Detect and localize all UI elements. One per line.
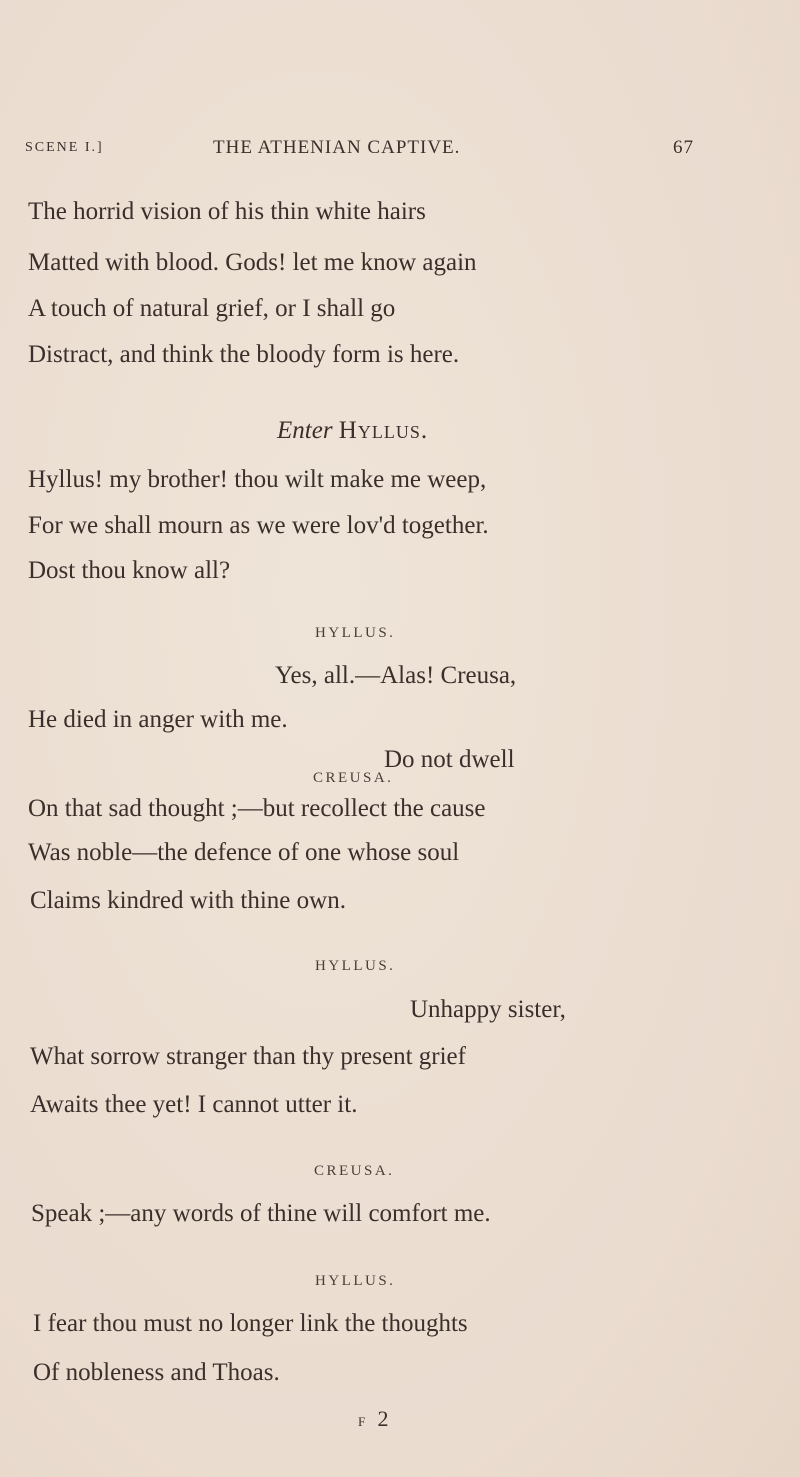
verse-line: Unhappy sister, <box>410 996 566 1023</box>
verse-line: Distract, and think the bloody form is here. <box>28 341 460 368</box>
verse-line: Was noble—the defence of one whose soul <box>28 839 460 866</box>
signature-mark <box>358 1404 388 1434</box>
signature-letter: F <box>358 1414 366 1429</box>
running-head-scene: SCENE I.] <box>25 140 104 155</box>
stage-direction-name: Hyllus. <box>338 417 429 444</box>
verse-line: Hyllus! my brother! thou wilt make me weep, <box>28 466 487 493</box>
verse-line: A touch of natural grief, or I shall go <box>28 295 396 322</box>
speaker-name: HYLLUS. <box>315 1273 396 1289</box>
verse-line: What sorrow stranger than thy present grief <box>30 1043 466 1070</box>
verse-line: On that sad thought ;—but recollect the cause <box>28 795 486 822</box>
verse-line: Claims kindred with thine own. <box>30 887 346 914</box>
page-number: 67 <box>673 137 694 158</box>
verse-line: Do not dwell <box>384 746 515 773</box>
stage-direction-verb: Enter <box>277 417 333 444</box>
verse-line: He died in anger with me. <box>28 706 288 733</box>
speaker-name: CREUSA. <box>314 1163 395 1179</box>
speaker-name: HYLLUS. <box>315 958 396 974</box>
verse-line: Yes, all.—Alas! Creusa, <box>275 662 517 689</box>
signature-number: 2 <box>377 1406 389 1431</box>
verse-line: For we shall mourn as we were lov'd together. <box>28 512 489 539</box>
stage-direction <box>277 416 428 446</box>
verse-line: Of nobleness and Thoas. <box>33 1359 280 1386</box>
verse-line: Awaits thee yet! I cannot utter it. <box>30 1091 358 1118</box>
speaker-name: HYLLUS. <box>315 625 396 641</box>
verse-line: Speak ;—any words of thine will comfort me. <box>31 1200 491 1227</box>
verse-line: The horrid vision of his thin white hairs <box>28 198 426 225</box>
running-head-title: THE ATHENIAN CAPTIVE. <box>213 137 461 158</box>
speaker-name: CREUSA. <box>313 770 394 786</box>
verse-line: Matted with blood. Gods! let me know again <box>28 249 477 276</box>
verse-line: Dost thou know all? <box>28 557 231 584</box>
verse-line: I fear thou must no longer link the thoughts <box>33 1310 468 1337</box>
